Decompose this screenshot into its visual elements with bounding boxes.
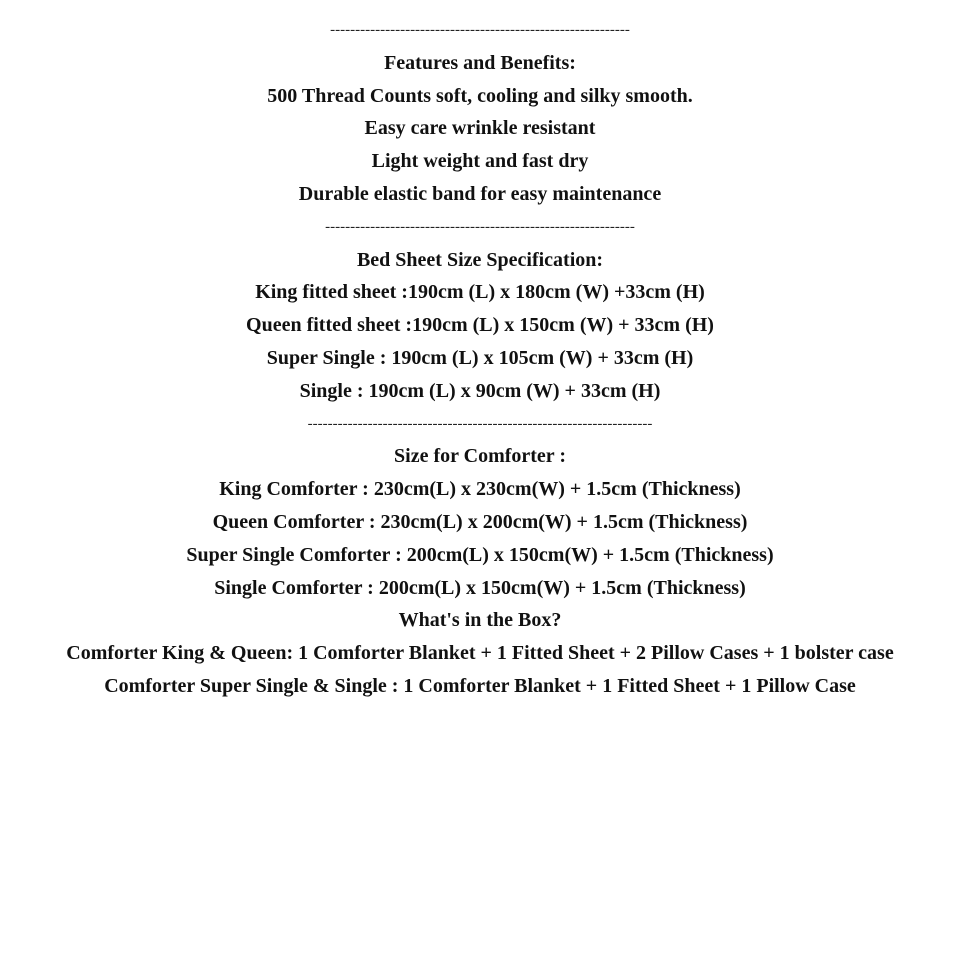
- comforter-size-item: King Comforter : 230cm(L) x 230cm(W) + 1.5cm (Thickness): [219, 478, 741, 501]
- comforter-heading: Size for Comforter :: [394, 445, 566, 468]
- divider: ------------------------------------------------------------: [330, 22, 630, 38]
- comforter-size-item: Single Comforter : 200cm(L) x 150cm(W) + 1.5cm (Thickness): [214, 576, 746, 599]
- comforter-size-item: Queen Comforter : 230cm(L) x 200cm(W) + 1.5cm (Thickness): [212, 510, 748, 533]
- box-contents-item: Comforter Super Single & Single : 1 Comforter Blanket + 1 Fitted Sheet + 1 Pillow Case: [104, 674, 856, 697]
- comforter-size-item: Super Single Comforter : 200cm(L) x 150cm(W) + 1.5cm (Thickness): [186, 543, 774, 566]
- divider: ---------------------------------------------------------------------: [307, 415, 653, 432]
- product-description: [0, 14, 960, 703]
- bed-sheet-size-item: Single : 190cm (L) x 90cm (W) + 33cm (H): [299, 379, 661, 402]
- bed-sheet-heading: Bed Sheet Size Specification:: [356, 248, 604, 271]
- feature-item: Durable elastic band for easy maintenance: [298, 182, 662, 205]
- feature-item: 500 Thread Counts soft, cooling and silky smooth.: [267, 84, 693, 107]
- box-contents-item: Comforter King & Queen: 1 Comforter Blanket + 1 Fitted Sheet + 2 Pillow Cases + 1 bolster case: [66, 642, 894, 665]
- box-heading: What's in the Box?: [398, 609, 562, 632]
- bed-sheet-size-item: Queen fitted sheet :190cm (L) x 150cm (W) + 33cm (H): [246, 314, 714, 337]
- divider: --------------------------------------------------------------: [325, 218, 635, 235]
- feature-item: Light weight and fast dry: [371, 150, 589, 173]
- features-heading: Features and Benefits:: [384, 51, 576, 74]
- bed-sheet-size-item: Super Single : 190cm (L) x 105cm (W) + 33cm (H): [266, 346, 694, 369]
- feature-item: Easy care wrinkle resistant: [364, 117, 596, 140]
- bed-sheet-size-item: King fitted sheet :190cm (L) x 180cm (W) +33cm (H): [255, 281, 705, 304]
